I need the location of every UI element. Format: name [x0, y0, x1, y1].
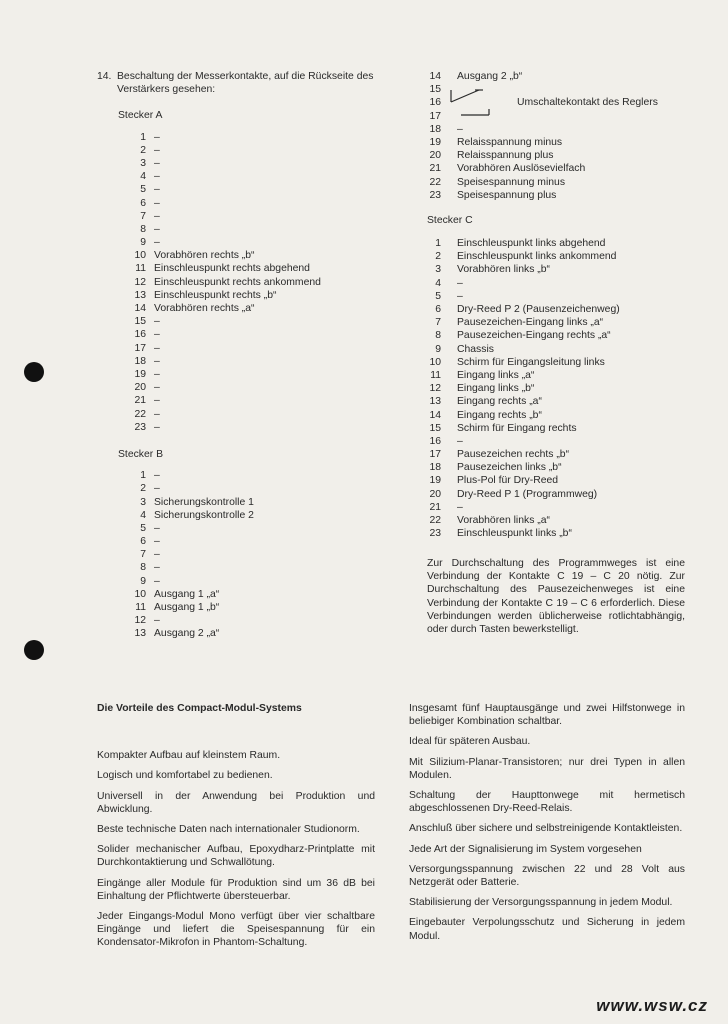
pin-description: –: [154, 329, 160, 341]
pin-description: Vorabhören links „a“: [457, 515, 550, 527]
pin-description: –: [457, 123, 463, 135]
pin-number: 10: [429, 356, 441, 368]
advantage-item: Anschluß über sichere und selbstreinigende Kontaktleisten.: [409, 823, 683, 835]
pin-number: 7: [140, 549, 146, 561]
pin-row: [118, 302, 377, 315]
pin-number: 15: [134, 316, 146, 328]
pin-description: –: [154, 421, 160, 433]
pin-description: –: [154, 522, 160, 534]
pin-number: 15: [429, 84, 441, 96]
pin-number: 2: [435, 251, 441, 263]
advantage-item: Schaltung der Haupttonwege mit hermetisch abgeschlossenen Dry-Reed-Relais.: [409, 790, 685, 815]
pin-description: Einschleuspunkt rechts „b“: [154, 289, 277, 301]
pin-row: [118, 144, 377, 157]
pin-description: –: [154, 342, 160, 354]
intro-text: Beschaltung der Messerkontakte, auf die Rückseite des Verstärkers gesehen:: [117, 71, 374, 96]
pin-number: 13: [134, 289, 146, 301]
pin-number: 23: [429, 528, 441, 540]
pin-row: [427, 189, 689, 202]
pin-row: [427, 316, 689, 329]
advantage-item: Logisch und komfortabel zu bedienen.: [97, 770, 273, 782]
pin-description: Eingang rechts „b“: [457, 409, 542, 421]
pin-row: [427, 162, 689, 175]
pin-row: [118, 548, 377, 561]
pin-description: Ausgang 2 „a“: [154, 628, 220, 640]
advantages-left: [97, 702, 375, 957]
pin-number: 9: [435, 343, 441, 355]
pin-row: [427, 277, 689, 290]
pin-description: Pausezeichen-Eingang links „a“: [457, 317, 604, 329]
pin-description: Relaisspannung plus: [457, 150, 554, 162]
pin-description: –: [154, 157, 160, 169]
pin-number: 21: [429, 163, 441, 175]
pin-description: Einschleuspunkt links ankommend: [457, 251, 617, 263]
pin-description: –: [154, 210, 160, 222]
pin-description: –: [154, 549, 160, 561]
pin-number: 12: [134, 615, 146, 627]
pin-row: [118, 289, 377, 302]
pin-description: Pausezeichen rechts „b“: [457, 449, 570, 461]
pin-row: [427, 96, 689, 109]
pin-row: [118, 421, 377, 434]
pin-row: [118, 368, 377, 381]
pin-row: [427, 250, 689, 263]
pin-row: [118, 522, 377, 535]
advantage-item: Eingänge aller Module für Produktion sind um 36 dB bei Einhaltung der Pflichtwerte übersteuerbar.: [97, 877, 375, 902]
pin-row: [118, 535, 377, 548]
stecker-c-list: [427, 237, 689, 540]
pin-number: 1: [140, 131, 146, 143]
pin-number: 19: [134, 368, 146, 380]
pin-number: 2: [140, 144, 146, 156]
pin-number: 4: [140, 509, 146, 521]
pin-number: 22: [429, 176, 441, 188]
pin-number: 11: [430, 369, 441, 381]
pin-number: 1: [140, 470, 146, 482]
pin-number: 1: [435, 238, 441, 250]
pin-row: [427, 303, 689, 316]
pin-number: 4: [435, 277, 441, 289]
stecker-a-heading: Stecker A: [118, 110, 163, 122]
advantages-title: Die Vorteile des Compact-Modul-Systems: [97, 703, 302, 714]
advantage-item: Stabilisierung der Versorgungsspannung in jedem Modul.: [409, 897, 673, 909]
pin-row: [427, 263, 689, 276]
pin-description: Dry-Reed P 1 (Programmweg): [457, 488, 598, 500]
pin-description: Einschleuspunkt links „b“: [457, 528, 572, 540]
pin-row: [118, 183, 377, 196]
pin-number: 7: [140, 210, 146, 222]
pin-description: Schirm für Eingang rechts: [457, 422, 577, 434]
advantages-right: [409, 702, 685, 950]
pin-number: 8: [435, 330, 441, 342]
pin-description: –: [154, 562, 160, 574]
pin-number: 3: [140, 157, 146, 169]
pin-number: 8: [140, 562, 146, 574]
pin-number: 12: [134, 276, 146, 288]
pin-row: [427, 343, 689, 356]
footer-watermark: www.wsw.cz: [596, 996, 708, 1015]
stecker-a-list: [118, 131, 377, 434]
pin-row: [118, 355, 377, 368]
pin-number: 17: [429, 449, 441, 461]
pin-description: –: [154, 536, 160, 548]
pin-description: Vorabhören links „b“: [457, 264, 550, 276]
pin-description: –: [154, 408, 160, 420]
binder-hole: [24, 640, 44, 660]
pin-number: 16: [429, 435, 441, 447]
pin-number: 10: [134, 250, 146, 262]
pin-number: 11: [135, 263, 146, 275]
pin-description: –: [154, 237, 160, 249]
pin-number: 17: [429, 110, 441, 122]
pin-description: Sicherungskontrolle 2: [154, 509, 254, 521]
pin-description: –: [154, 131, 160, 143]
pin-row: [118, 575, 377, 588]
pin-number: 7: [435, 317, 441, 329]
pin-row: [427, 514, 689, 527]
stecker-b-continued-list: [427, 70, 689, 202]
pin-description: Vorabhören rechts „a“: [154, 303, 255, 315]
pin-number: 5: [435, 290, 441, 302]
pin-description: –: [154, 368, 160, 380]
pin-row: [427, 356, 689, 369]
pin-number: 14: [429, 409, 441, 421]
pin-description: Schirm für Eingangsleitung links: [457, 356, 605, 368]
pin-row: [118, 394, 377, 407]
pin-description: –: [154, 395, 160, 407]
advantage-item: Versorgungsspannung zwischen 22 und 28 Volt aus Netzgerät oder Batterie.: [409, 863, 685, 889]
pin-description: Einschleuspunkt rechts abgehend: [154, 263, 310, 275]
pin-description: –: [457, 435, 463, 447]
pin-row: [118, 315, 377, 328]
pin-description: –: [154, 483, 160, 495]
pin-description: Pausezeichen links „b“: [457, 462, 562, 474]
pin-row: [118, 249, 377, 262]
pin-description: Einschleuspunkt links abgehend: [457, 238, 606, 250]
pin-description: Eingang rechts „a“: [457, 396, 542, 408]
pin-description: Vorabhören Auslösevielfach: [457, 163, 586, 175]
pin-number: 12: [429, 383, 441, 395]
pin-row: [118, 170, 377, 183]
advantage-item: Mit Silizium-Planar-Transistoren; nur drei Typen in allen Modulen.: [409, 756, 685, 781]
pin-description: Ausgang 1 „a“: [154, 588, 220, 600]
pin-row: [427, 448, 689, 461]
pin-number: 22: [429, 515, 441, 527]
pin-description: Sicherungskontrolle 1: [154, 496, 254, 508]
pin-row: [427, 422, 689, 435]
pin-description: Relaisspannung minus: [457, 136, 563, 148]
pin-description: –: [154, 355, 160, 367]
pin-number: 15: [429, 422, 441, 434]
pin-description: Speisespannung minus: [457, 176, 566, 188]
intro-paragraph: [97, 70, 377, 96]
pin-row: [427, 382, 689, 395]
pin-description: –: [154, 197, 160, 209]
pin-row: [427, 395, 689, 408]
pin-number: 23: [429, 189, 441, 201]
pin-row: [427, 501, 689, 514]
pin-number: 6: [435, 304, 441, 316]
pin-number: 21: [429, 501, 441, 513]
pin-description: –: [457, 501, 463, 513]
pin-row: [118, 482, 377, 495]
pin-row: [118, 131, 377, 144]
intro-number: 14.: [97, 71, 112, 82]
pin-row: [118, 509, 377, 522]
pin-row: [118, 328, 377, 341]
pin-row: [427, 329, 689, 342]
pin-row: [118, 210, 377, 223]
pin-row: [118, 469, 377, 482]
pin-description: Vorabhören rechts „b“: [154, 250, 255, 262]
pin-number: 19: [429, 136, 441, 148]
pin-row: [427, 123, 689, 136]
pin-number: 14: [134, 303, 146, 315]
pin-description: Einschleuspunkt rechts ankommend: [154, 276, 321, 288]
pin-description: Plus-Pol für Dry-Reed: [457, 475, 559, 487]
pin-row: [427, 461, 689, 474]
pin-number: 18: [429, 123, 441, 135]
pin-number: 3: [435, 264, 441, 276]
binder-hole: [24, 362, 44, 382]
pin-row: [118, 276, 377, 289]
pin-number: 9: [140, 575, 146, 587]
pin-description: Speisespannung plus: [457, 189, 557, 201]
pin-row: [427, 290, 689, 303]
pin-number: 18: [134, 355, 146, 367]
pin-row: [118, 236, 377, 249]
pin-description: –: [154, 144, 160, 156]
pin-row: [427, 237, 689, 250]
pin-number: 14: [429, 71, 441, 82]
advantage-item: Kompakter Aufbau auf kleinstem Raum.: [97, 750, 281, 762]
pin-number: 11: [135, 602, 146, 613]
pin-description: Eingang links „b“: [457, 383, 535, 395]
stecker-c-heading: Stecker C: [427, 214, 473, 226]
pin-number: 16: [134, 329, 146, 341]
pin-row: [118, 262, 377, 275]
pin-number: 13: [429, 396, 441, 408]
advantage-item: Insgesamt fünf Hauptausgänge und zwei Hilfstonwege in beliebiger Kombination schaltbar.: [409, 703, 685, 728]
pin-row: [427, 136, 689, 149]
pin-description: Dry-Reed P 2 (Pausenzeichenweg): [457, 304, 620, 316]
advantage-item: Beste technische Daten nach internationaler Studionorm.: [97, 824, 360, 836]
pin-row: [118, 496, 377, 509]
pin-number: 6: [140, 536, 146, 548]
advantage-item: Eingebauter Verpolungsschutz und Sicherung in jedem Modul.: [409, 917, 685, 942]
pin-description: Chassis: [457, 343, 494, 355]
pin-row: [118, 588, 377, 601]
pin-row: [427, 527, 689, 540]
pin-number: 5: [140, 184, 146, 196]
pin-number: 20: [429, 488, 441, 500]
pin-row: [118, 223, 377, 236]
right-column: [427, 70, 689, 540]
pin-description: Umschaltekontakt des Reglers: [517, 97, 658, 109]
pin-row: [118, 408, 377, 421]
advantage-item: Jede Art der Signalisierung im System vorgesehen: [409, 843, 642, 855]
pin-row: [427, 409, 689, 422]
pin-number: 3: [140, 496, 146, 508]
pin-description: Eingang links „a“: [457, 369, 535, 381]
pin-row: [118, 614, 377, 627]
pin-row: [427, 435, 689, 448]
pin-row: [427, 176, 689, 189]
pin-row: [427, 70, 689, 83]
pin-row: [118, 627, 377, 640]
pin-row: [118, 342, 377, 355]
pin-row: [118, 561, 377, 574]
advantage-item: Jeder Eingangs-Modul Mono verfügt über vier schaltbare Eingänge und liefert die Speisespannung für ein Kondensator-Mikrofon in Phantom-Schaltung.: [97, 911, 375, 949]
pin-row: [427, 369, 689, 382]
pin-description: –: [154, 184, 160, 196]
pin-description: –: [154, 615, 160, 627]
pin-row: [118, 601, 377, 614]
advantage-item: Ideal für späteren Ausbau.: [409, 736, 531, 748]
left-column: [97, 70, 377, 641]
pin-number: 10: [134, 588, 146, 600]
pin-number: 19: [429, 475, 441, 487]
pin-description: Pausezeichen-Eingang rechts „a“: [457, 330, 611, 342]
pin-number: 6: [140, 197, 146, 209]
pin-row: [118, 157, 377, 170]
pin-row: [427, 149, 689, 162]
pin-row: [427, 474, 689, 487]
pin-number: 2: [140, 483, 146, 495]
pin-number: 17: [134, 342, 146, 354]
pin-description: Ausgang 2 „b“: [457, 71, 523, 82]
changeover-switch-symbol: [449, 82, 495, 122]
pin-row: [118, 197, 377, 210]
pin-number: 20: [429, 150, 441, 162]
pin-number: 20: [134, 382, 146, 394]
pin-description: –: [457, 290, 463, 302]
pin-number: 16: [429, 97, 441, 109]
pin-description: Ausgang 1 „b“: [154, 602, 220, 613]
advantage-item: Solider mechanischer Aufbau, Epoxydharz-Printplatte mit Durchkontaktierung und Schwallötung.: [97, 844, 375, 869]
pin-number: 4: [140, 171, 146, 183]
pin-row: [118, 381, 377, 394]
pin-description: –: [154, 223, 160, 235]
pin-description: –: [457, 277, 463, 289]
pin-number: 22: [134, 408, 146, 420]
pin-description: –: [154, 575, 160, 587]
pin-description: –: [154, 470, 160, 482]
pin-description: –: [154, 171, 160, 183]
pin-number: 21: [134, 395, 146, 407]
pin-number: 23: [134, 421, 146, 433]
pin-description: –: [154, 382, 160, 394]
pin-number: 9: [140, 237, 146, 249]
stecker-b-list: [118, 469, 377, 640]
pin-number: 8: [140, 223, 146, 235]
pin-number: 5: [140, 522, 146, 534]
pin-description: –: [154, 316, 160, 328]
pin-row: [427, 488, 689, 501]
pin-number: 18: [429, 462, 441, 474]
pin-number: 13: [134, 628, 146, 640]
connection-note: Zur Durchschaltung des Programmweges ist eine Verbindung der Kontakte C 19 – C 20 nötig. Zur Durchschaltung des Pausezeichenweges ist eine Verbindung der Kontakte C 19 – C 6 erforderlich. Diese Verbindungen werden üblicherweise rotlichtabhängig, oder durch Tasten bewerkstelligt.: [427, 558, 685, 636]
stecker-b-heading: Stecker B: [118, 448, 164, 460]
advantage-item: Universell in der Anwendung bei Produktion und Abwicklung.: [97, 790, 375, 815]
